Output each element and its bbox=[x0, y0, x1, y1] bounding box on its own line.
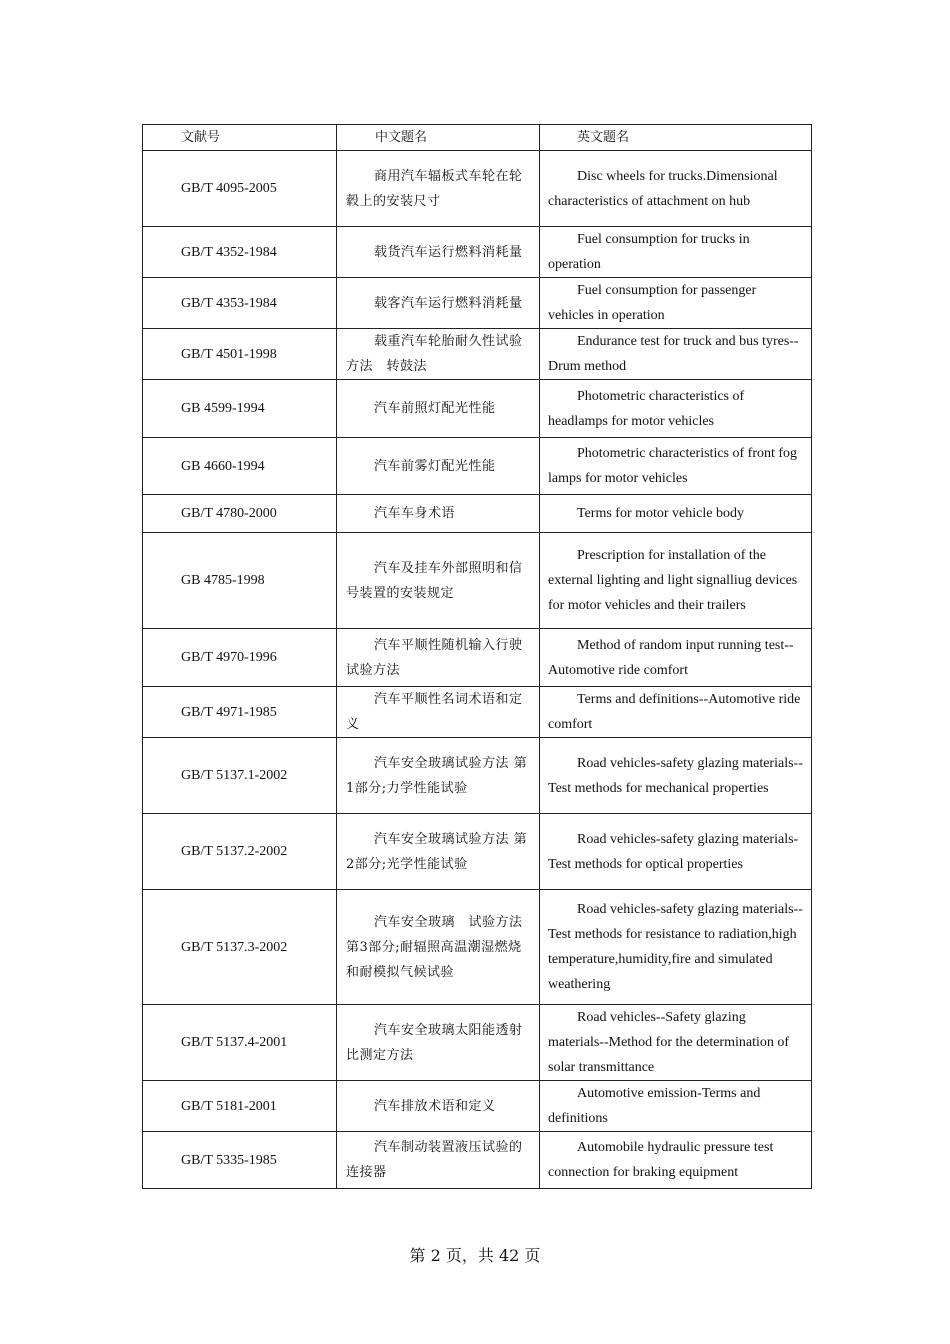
english-title-cell: Method of random input running test--Automotive ride comfort bbox=[540, 629, 812, 687]
english-title-cell: Disc wheels for trucks.Dimensional characteristics of attachment on hub bbox=[540, 151, 812, 227]
document-number-cell: GB/T 5137.4-2001 bbox=[143, 1005, 337, 1081]
document-number-cell: GB/T 4780-2000 bbox=[143, 495, 337, 533]
table-row bbox=[143, 329, 812, 380]
english-title-cell: Road vehicles-safety glazing materials--Test methods for mechanical properties bbox=[540, 738, 812, 814]
table-row bbox=[143, 814, 812, 890]
chinese-title-cell: 汽车制动装置液压试验的连接器 bbox=[337, 1132, 540, 1189]
table-row bbox=[143, 533, 812, 629]
chinese-title-cell: 载货汽车运行燃料消耗量 bbox=[337, 227, 540, 278]
table-row bbox=[143, 227, 812, 278]
document-number-cell: GB 4660-1994 bbox=[143, 438, 337, 495]
document-number-cell: GB/T 5137.1-2002 bbox=[143, 738, 337, 814]
document-number-cell: GB/T 4501-1998 bbox=[143, 329, 337, 380]
chinese-title-cell: 汽车前雾灯配光性能 bbox=[337, 438, 540, 495]
table-row bbox=[143, 687, 812, 738]
document-number-cell: GB/T 5335-1985 bbox=[143, 1132, 337, 1189]
header-document-number: 文献号 bbox=[143, 125, 337, 151]
english-title-cell: Road vehicles--Safety glazing materials--Method for the determination of solar transmittance bbox=[540, 1005, 812, 1081]
table-row bbox=[143, 151, 812, 227]
table-row bbox=[143, 1081, 812, 1132]
chinese-title-cell: 载客汽车运行燃料消耗量 bbox=[337, 278, 540, 329]
english-title-cell: Fuel consumption for trucks in operation bbox=[540, 227, 812, 278]
table-row bbox=[143, 380, 812, 438]
document-number-cell: GB/T 4971-1985 bbox=[143, 687, 337, 738]
chinese-title-cell: 汽车车身术语 bbox=[337, 495, 540, 533]
standards-table bbox=[142, 124, 812, 1189]
chinese-title-cell: 汽车安全玻璃试验方法 第1部分;力学性能试验 bbox=[337, 738, 540, 814]
document-number-cell: GB/T 5181-2001 bbox=[143, 1081, 337, 1132]
english-title-cell: Automobile hydraulic pressure test connection for braking equipment bbox=[540, 1132, 812, 1189]
chinese-title-cell: 汽车排放术语和定义 bbox=[337, 1081, 540, 1132]
table-row bbox=[143, 1005, 812, 1081]
english-title-cell: Photometric characteristics of front fog lamps for motor vehicles bbox=[540, 438, 812, 495]
english-title-cell: Terms for motor vehicle body bbox=[540, 495, 812, 533]
table-header-row bbox=[143, 125, 812, 151]
english-title-cell: Automotive emission-Terms and definitions bbox=[540, 1081, 812, 1132]
chinese-title-cell: 汽车前照灯配光性能 bbox=[337, 380, 540, 438]
document-number-cell: GB/T 5137.3-2002 bbox=[143, 890, 337, 1005]
table-row bbox=[143, 278, 812, 329]
english-title-cell: Fuel consumption for passenger vehicles in operation bbox=[540, 278, 812, 329]
document-number-cell: GB 4785-1998 bbox=[143, 533, 337, 629]
header-chinese-title: 中文题名 bbox=[337, 125, 540, 151]
document-number-cell: GB 4599-1994 bbox=[143, 380, 337, 438]
english-title-cell: Road vehicles-safety glazing materials--Test methods for resistance to radiation,high temperature,humidity,fire and simulated weathering bbox=[540, 890, 812, 1005]
chinese-title-cell: 商用汽车辐板式车轮在轮毂上的安装尺寸 bbox=[337, 151, 540, 227]
chinese-title-cell: 汽车及挂车外部照明和信号装置的安装规定 bbox=[337, 533, 540, 629]
chinese-title-cell: 汽车平顺性名词术语和定义 bbox=[337, 687, 540, 738]
table-row bbox=[143, 890, 812, 1005]
document-number-cell: GB/T 4970-1996 bbox=[143, 629, 337, 687]
table-row bbox=[143, 438, 812, 495]
document-number-cell: GB/T 4353-1984 bbox=[143, 278, 337, 329]
chinese-title-cell: 汽车安全玻璃太阳能透射比测定方法 bbox=[337, 1005, 540, 1081]
english-title-cell: Road vehicles-safety glazing materials-Test methods for optical properties bbox=[540, 814, 812, 890]
english-title-cell: Endurance test for truck and bus tyres--Drum method bbox=[540, 329, 812, 380]
table-row bbox=[143, 495, 812, 533]
chinese-title-cell: 汽车平顺性随机输入行驶试验方法 bbox=[337, 629, 540, 687]
table-row bbox=[143, 629, 812, 687]
english-title-cell: Prescription for installation of the external lighting and light signalliug devices for motor vehicles and their trailers bbox=[540, 533, 812, 629]
chinese-title-cell: 汽车安全玻璃试验方法 第2部分;光学性能试验 bbox=[337, 814, 540, 890]
table-row bbox=[143, 738, 812, 814]
document-number-cell: GB/T 4095-2005 bbox=[143, 151, 337, 227]
page-number-footer: 第 2 页，共 42 页 bbox=[409, 1246, 541, 1265]
chinese-title-cell: 汽车安全玻璃 试验方法 第3部分;耐辐照高温潮湿燃烧和耐模拟气候试验 bbox=[337, 890, 540, 1005]
english-title-cell: Photometric characteristics of headlamps for motor vehicles bbox=[540, 380, 812, 438]
table-row bbox=[143, 1132, 812, 1189]
document-number-cell: GB/T 5137.2-2002 bbox=[143, 814, 337, 890]
english-title-cell: Terms and definitions--Automotive ride comfort bbox=[540, 687, 812, 738]
document-number-cell: GB/T 4352-1984 bbox=[143, 227, 337, 278]
header-english-title: 英文题名 bbox=[540, 125, 812, 151]
chinese-title-cell: 载重汽车轮胎耐久性试验方法 转鼓法 bbox=[337, 329, 540, 380]
